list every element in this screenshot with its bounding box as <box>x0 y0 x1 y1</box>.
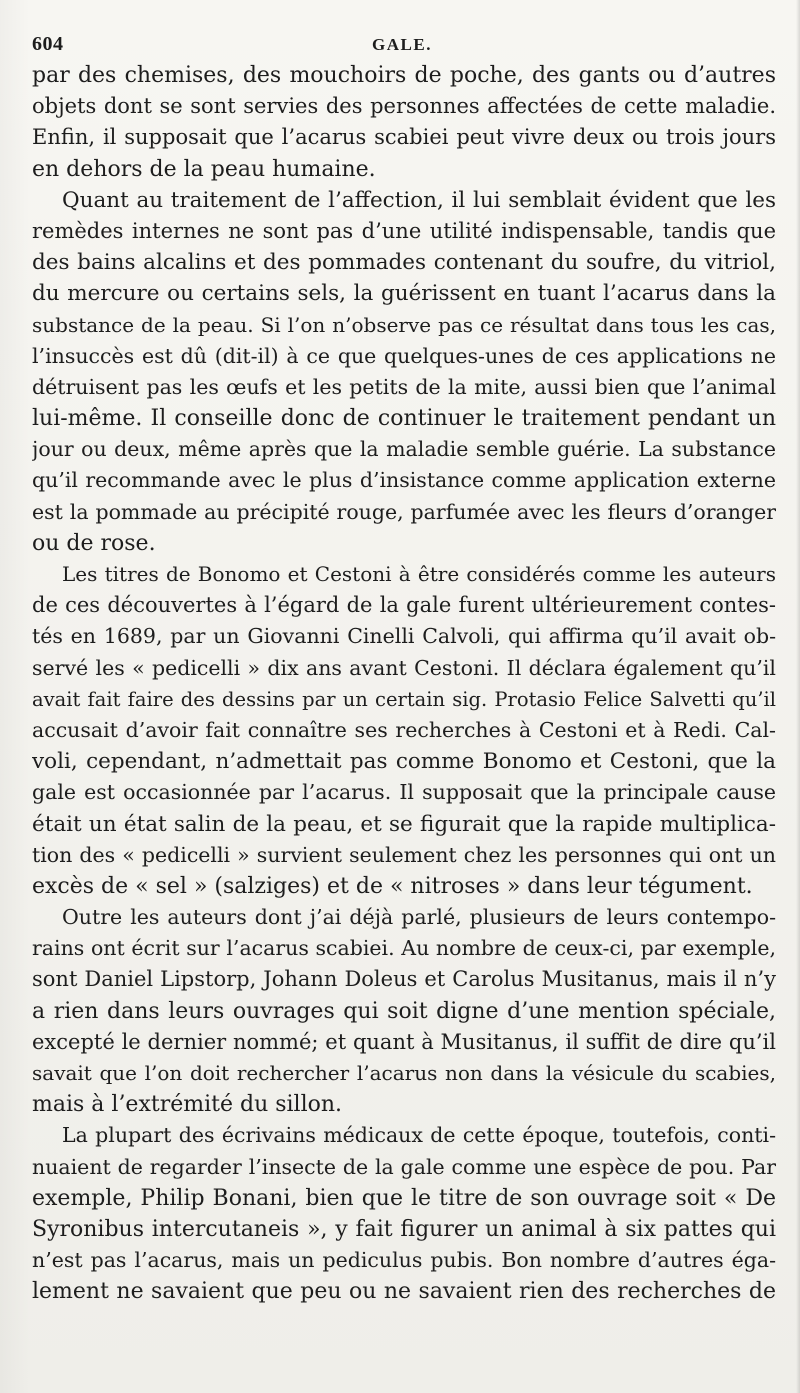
text-line: avait fait faire des dessins par un certain sig. Protasio Felice Salvetti qu’il <box>32 687 776 711</box>
text-line: a rien dans leurs ouvrages qui soit digne d’une mention spéciale, <box>32 998 776 1024</box>
text-line: ou de rose. <box>32 530 156 556</box>
text-line: rains ont écrit sur l’acarus scabiei. Au nombre de ceux-ci, par exemple, <box>32 936 776 961</box>
text-line: du mercure ou certains sels, la guérissent en tuant l’acarus dans la <box>32 281 776 307</box>
page-header <box>32 33 772 59</box>
text-line: objets dont se sont servies des personnes affectées de cette maladie. <box>32 94 776 119</box>
text-line: l’insuccès est dû (dit-il) à ce que quelques-unes de ces applications ne <box>32 343 776 368</box>
page-edge-shadow <box>796 0 800 1393</box>
text-line: La plupart des écrivains médicaux de cette époque, toutefois, conti- <box>62 1123 776 1148</box>
text-line: lement ne savaient que peu ou ne savaient rien des recherches de <box>32 1279 776 1305</box>
text-line: substance de la peau. Si l’on n’observe pas ce résultat dans tous les cas, <box>32 312 776 337</box>
text-line: de ces découvertes à l’égard de la gale furent ultérieurement contes- <box>32 593 776 618</box>
text-line: est la pommade au précipité rouge, parfumée avec les fleurs d’oranger <box>32 499 776 524</box>
text-line: mais à l’extrémité du sillon. <box>32 1092 343 1118</box>
text-line: n’est pas l’acarus, mais un pediculus pubis. Bon nombre d’autres éga- <box>32 1248 776 1273</box>
text-line: Outre les auteurs dont j’ai déjà parlé, plusieurs de leurs contempo- <box>62 905 776 930</box>
text-line: détruisent pas les œufs et les petits de la mite, aussi bien que l’animal <box>32 374 776 399</box>
text-line: sont Daniel Lipstorp, Johann Doleus et Carolus Musitanus, mais il n’y <box>32 967 776 992</box>
page-number: 604 <box>32 33 64 55</box>
text-line: Enfin, il supposait que l’acarus scabiei peut vivre deux ou trois jours <box>32 125 776 150</box>
text-line: excès de « sel » (salziges) et de « nitroses » dans leur tégument. <box>32 873 753 899</box>
body-text <box>32 60 776 1308</box>
text-line: était un état salin de la peau, et se figurait que la rapide multiplica- <box>32 811 776 837</box>
text-line: savait que l’on doit rechercher l’acarus non dans la vésicule du scabies, <box>32 1061 776 1085</box>
text-line: excepté le dernier nommé; et quant à Musitanus, il suffit de dire qu’il <box>32 1029 776 1054</box>
running-title: GALE. <box>372 35 432 54</box>
text-line: par des chemises, des mouchoirs de poche, des gants ou d’autres <box>32 63 776 88</box>
text-line: Quant au traitement de l’affection, il lui semblait évident que les <box>62 187 776 213</box>
text-line: des bains alcalins et des pommades contenant du soufre, du vitriol, <box>32 250 776 276</box>
text-line: gale est occasionnée par l’acarus. Il supposait que la principale cause <box>32 780 776 805</box>
text-line: qu’il recommande avec le plus d’insistance comme application externe <box>32 468 776 493</box>
text-line: Syronibus intercutaneis », y fait figurer un animal à six pattes qui <box>32 1216 776 1242</box>
text-line: accusait d’avoir fait connaître ses recherches à Cestoni et à Redi. Cal- <box>32 717 776 742</box>
text-line: exemple, Philip Bonani, bien que le titre de son ouvrage soit « De <box>32 1185 776 1211</box>
text-line: en dehors de la peau humaine. <box>32 156 376 182</box>
text-line: lui-même. Il conseille donc de continuer le traitement pendant un <box>32 406 776 432</box>
text-line: voli, cependant, n’admettait pas comme Bonomo et Cestoni, que la <box>32 749 776 775</box>
text-line: remèdes internes ne sont pas d’une utilité indispensable, tandis que <box>32 218 776 243</box>
text-line: tés en 1689, par un Giovanni Cinelli Calvoli, qui affirma qu’il avait ob- <box>32 624 776 649</box>
text-line: tion des « pedicelli » survient seulement chez les personnes qui ont un <box>32 842 776 867</box>
text-line: Les titres de Bonomo et Cestoni à être considérés comme les auteurs <box>62 562 776 586</box>
text-line: jour ou deux, même après que la maladie semble guérie. La substance <box>32 437 776 462</box>
text-line: nuaient de regarder l’insecte de la gale comme une espèce de pou. Par <box>32 1154 776 1179</box>
text-line: servé les « pedicelli » dix ans avant Cestoni. Il déclara également qu’il <box>32 655 776 680</box>
